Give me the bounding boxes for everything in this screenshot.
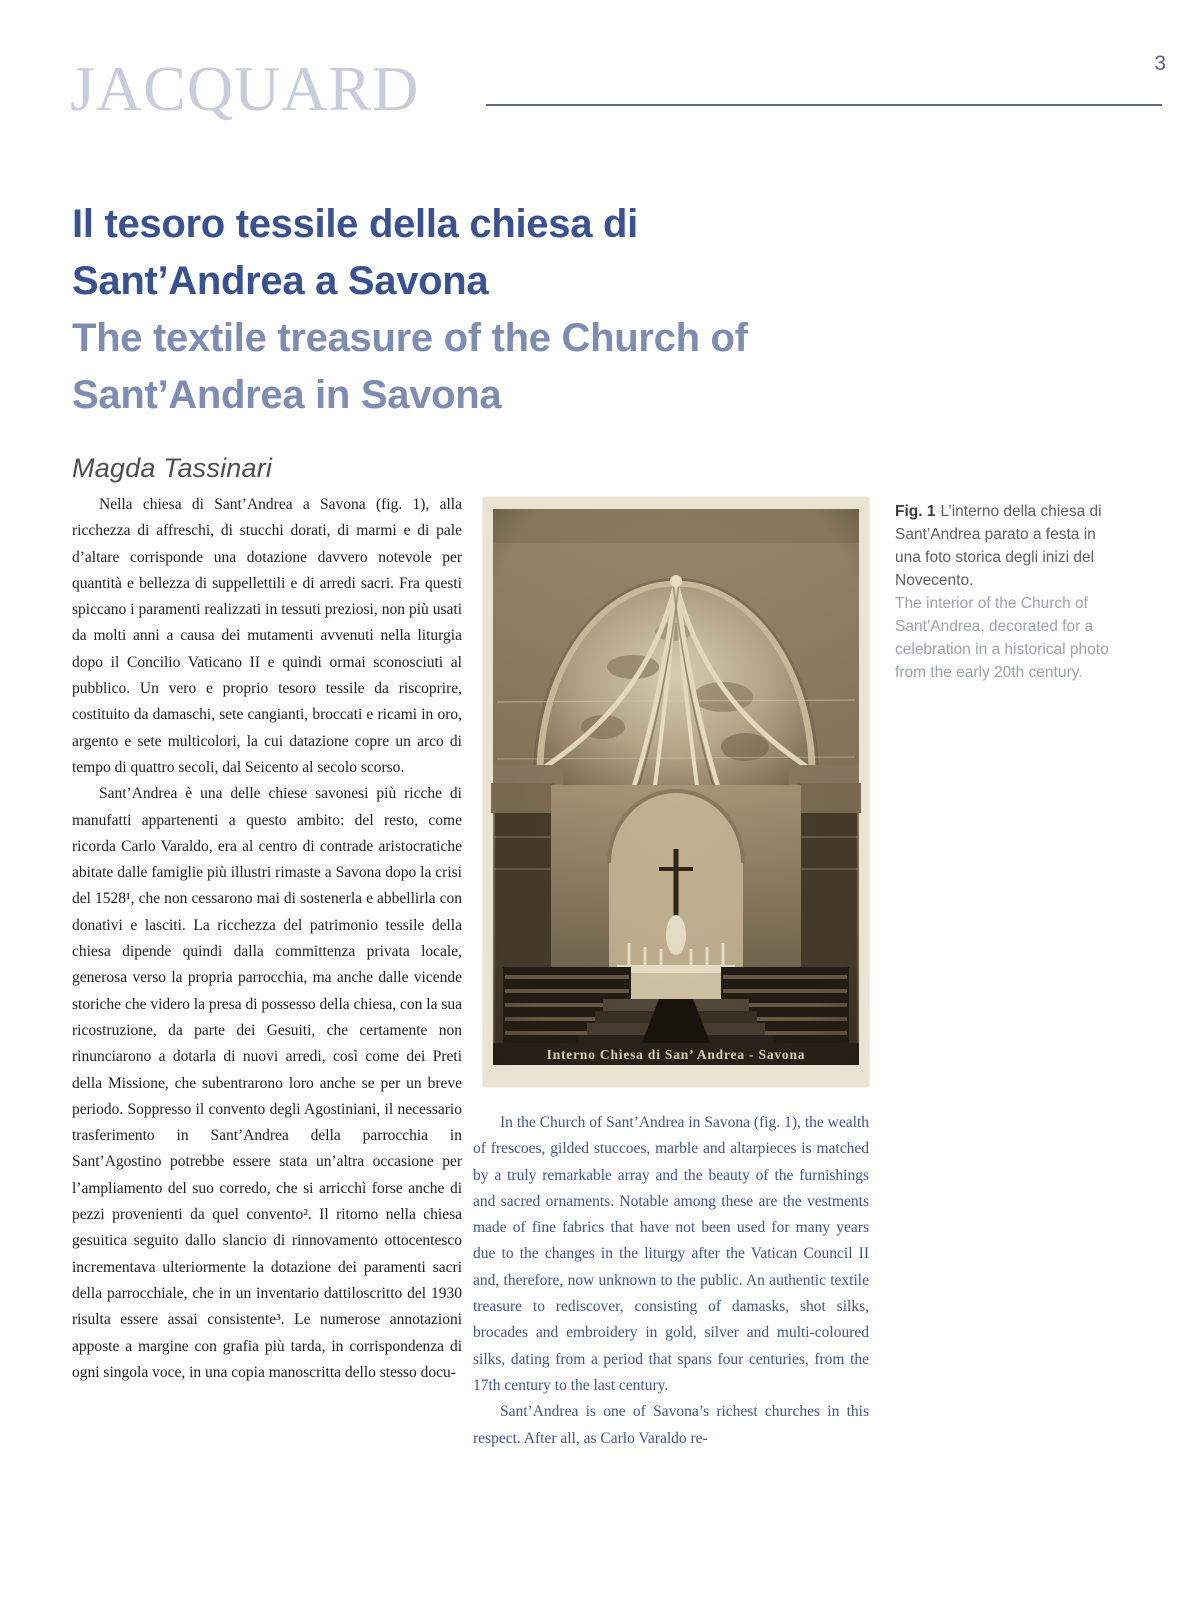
english-text-column <box>473 1110 869 1452</box>
article-title-line1: Il tesoro tessile della chiesa di <box>72 202 638 246</box>
italian-text-column <box>72 492 462 1386</box>
english-paragraph-2: Sant’Andrea is one of Savona’s richest churches in this respect. After all, as Carlo Varaldo re- <box>473 1403 869 1447</box>
english-paragraph-1: In the Church of Sant’Andrea in Savona (fig. 1), the wealth of frescoes, gilded stuccoes, marble and altarpieces is matched by a truly remarkable array and the beauty of the furnishings and sacred ornaments. Notable among these are the vestments made of fine fabrics that have not been used for many years due to the changes in the liturgy after the Vatican Council II and, therefore, now unknown to the public. An authentic textile treasure to rediscover, consisting of damasks, shot silks, brocades and embroidery in gold, silver and multi-coloured silks, dating from a period that spans four centuries, from the 17th century to the last century. <box>473 1114 869 1394</box>
header-rule <box>486 104 1162 106</box>
article-subtitle-line1: The textile treasure of the Church of <box>72 316 748 360</box>
italian-paragraph-1: Nella chiesa di Sant’Andrea a Savona (fig. 1), alla ricchezza di affreschi, di stucchi dorati, di marmi e di pale d’altare corrisponde una dotazione davvero notevole per quantità e bellezza di suppellettili e di arredi sacri. Fra questi spiccano i paramenti realizzati in tessuti preziosi, non più usati da molti anni a causa dei mutamenti avvenuti nella liturgia dopo il Concilio Vaticano II e quindi ormai sconosciuti al pubblico. Un vero e proprio tesoro tessile da riscoprire, costituito da damaschi, sete cangianti, broccati e ricami in oro, argento e sete multicolori, la cui datazione copre un arco di tempo di quattro secoli, dal Seicento al secolo scorso. <box>72 496 462 776</box>
article-subtitle-line2: Sant’Andrea in Savona <box>72 373 502 417</box>
photo-caption-text: Interno Chiesa di San’ Andrea - Savona <box>546 1047 806 1062</box>
article-title-line2: Sant’Andrea a Savona <box>72 259 489 303</box>
figure-caption-english-text: The interior of the Church of Sant’Andrea, decorated for a celebration in a historical photo from the early 20th century. <box>895 595 1109 681</box>
figure-1-photo <box>483 497 869 1087</box>
figure-caption <box>895 500 1125 684</box>
figure-caption-italian <box>895 500 1125 592</box>
author-name: Magda Tassinari <box>72 453 273 483</box>
church-interior-illustration <box>483 497 869 1087</box>
magazine-logo: JACQUARD <box>70 53 420 124</box>
italian-paragraph-2: Sant’Andrea è una delle chiese savonesi più ricche di manufatti appartenenti a questo ambito: del resto, come ricorda Carlo Varaldo, era al centro di contrade aristocratiche abitate dalle famiglie più illustri rimaste a Savona dopo la crisi del 1528¹, che non cessarono mai di sostenerla e abbellirla con donativi e lasciti. La ricchezza del patrimonio tessile della chiesa dipende quindi dalla committenza privata locale, generosa verso la propria parrocchia, ma anche dalle vicende storiche che videro la presa di possesso della chiesa, con la sua ricostruzione, da parte dei Gesuiti, che certamente non rinunciarono a dotarla di nuovi arredi, così come dei Preti della Missione, che subentrarono loro anche se per un breve periodo. Soppresso il convento degli Agostiniani, il necessario trasferimento in Sant’Andrea della parrocchia in Sant’Agostino potrebbe essere stata un’altra occasione per l’ampliamento del suo corredo, che si arricchì forse anche di pezzi provenienti da quel convento². Il ritorno nella chiesa gesuitica seguito dallo slancio di rinnovamento ottocentesco incrementava ulteriormente la dotazione dei paramenti sacri della parrocchiale, che in un inventario dattiloscritto del 1930 risulta essere assai consistente³. Le numerose annotazioni apposte a margine con grafia più tarda, in corrispondenza di ogni singola voce, in una copia manoscritta dello stesso docu- <box>72 785 462 1381</box>
page-number: 3 <box>1154 52 1166 75</box>
article-header <box>72 196 792 497</box>
figure-label: Fig. 1 <box>895 503 936 520</box>
figure-caption-italian-text: L’interno della chiesa di Sant’Andrea parato a festa in una foto storica degli inizi del Novecento. <box>895 503 1102 589</box>
